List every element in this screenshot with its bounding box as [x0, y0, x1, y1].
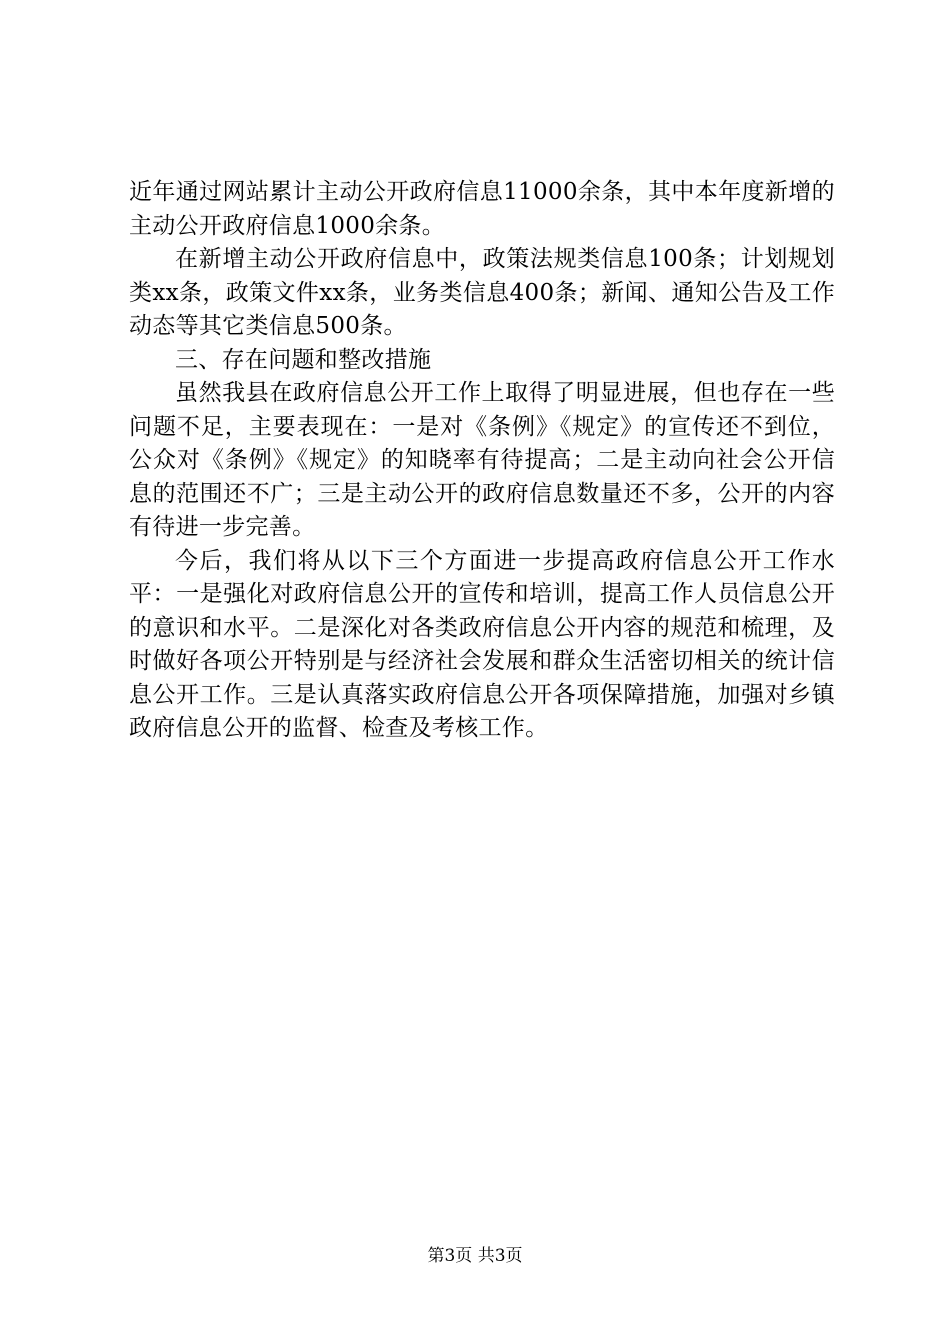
paragraph-measures: 今后，我们将从以下三个方面进一步提高政府信息公开工作水平：一是强化对政府信息公开的宣传和培训，提高工作人员信息公开的意识和水平。二是深化对各类政府信息公开内容的规范和梳理，及时做好各项公开特别是与经济社会发展和群众生活密切相关的统计信息公开工作。三是认真落实政府信息公开各项保障措施，加强对乡镇政府信息公开的监督、检查及考核工作。: [129, 547, 835, 741]
page-number-footer: 第3页 共3页: [427, 1246, 523, 1266]
section-heading: 三、存在问题和整改措施: [175, 346, 432, 373]
document-body: [129, 176, 835, 746]
paragraph-new-info-stats: 在新增主动公开政府信息中，政策法规类信息100条；计划规划类xx条，政策文件xx条，业务类信息400条；新闻、通知公告及工作动态等其它类信息500条。: [129, 246, 835, 339]
paragraph-problems: 虽然我县在政府信息公开工作上取得了明显进展，但也存在一些问题不足，主要表现在：一是对《条例》《规定》的宣传还不到位，公众对《条例》《规定》的知晓率有待提高；二是主动向社会公开信息的范围还不广；三是主动公开的政府信息数量还不多，公开的内容有待进一步完善。: [129, 380, 835, 540]
paragraph-continuation: 近年通过网站累计主动公开政府信息11000余条，其中本年度新增的主动公开政府信息1000余条。: [129, 179, 835, 239]
